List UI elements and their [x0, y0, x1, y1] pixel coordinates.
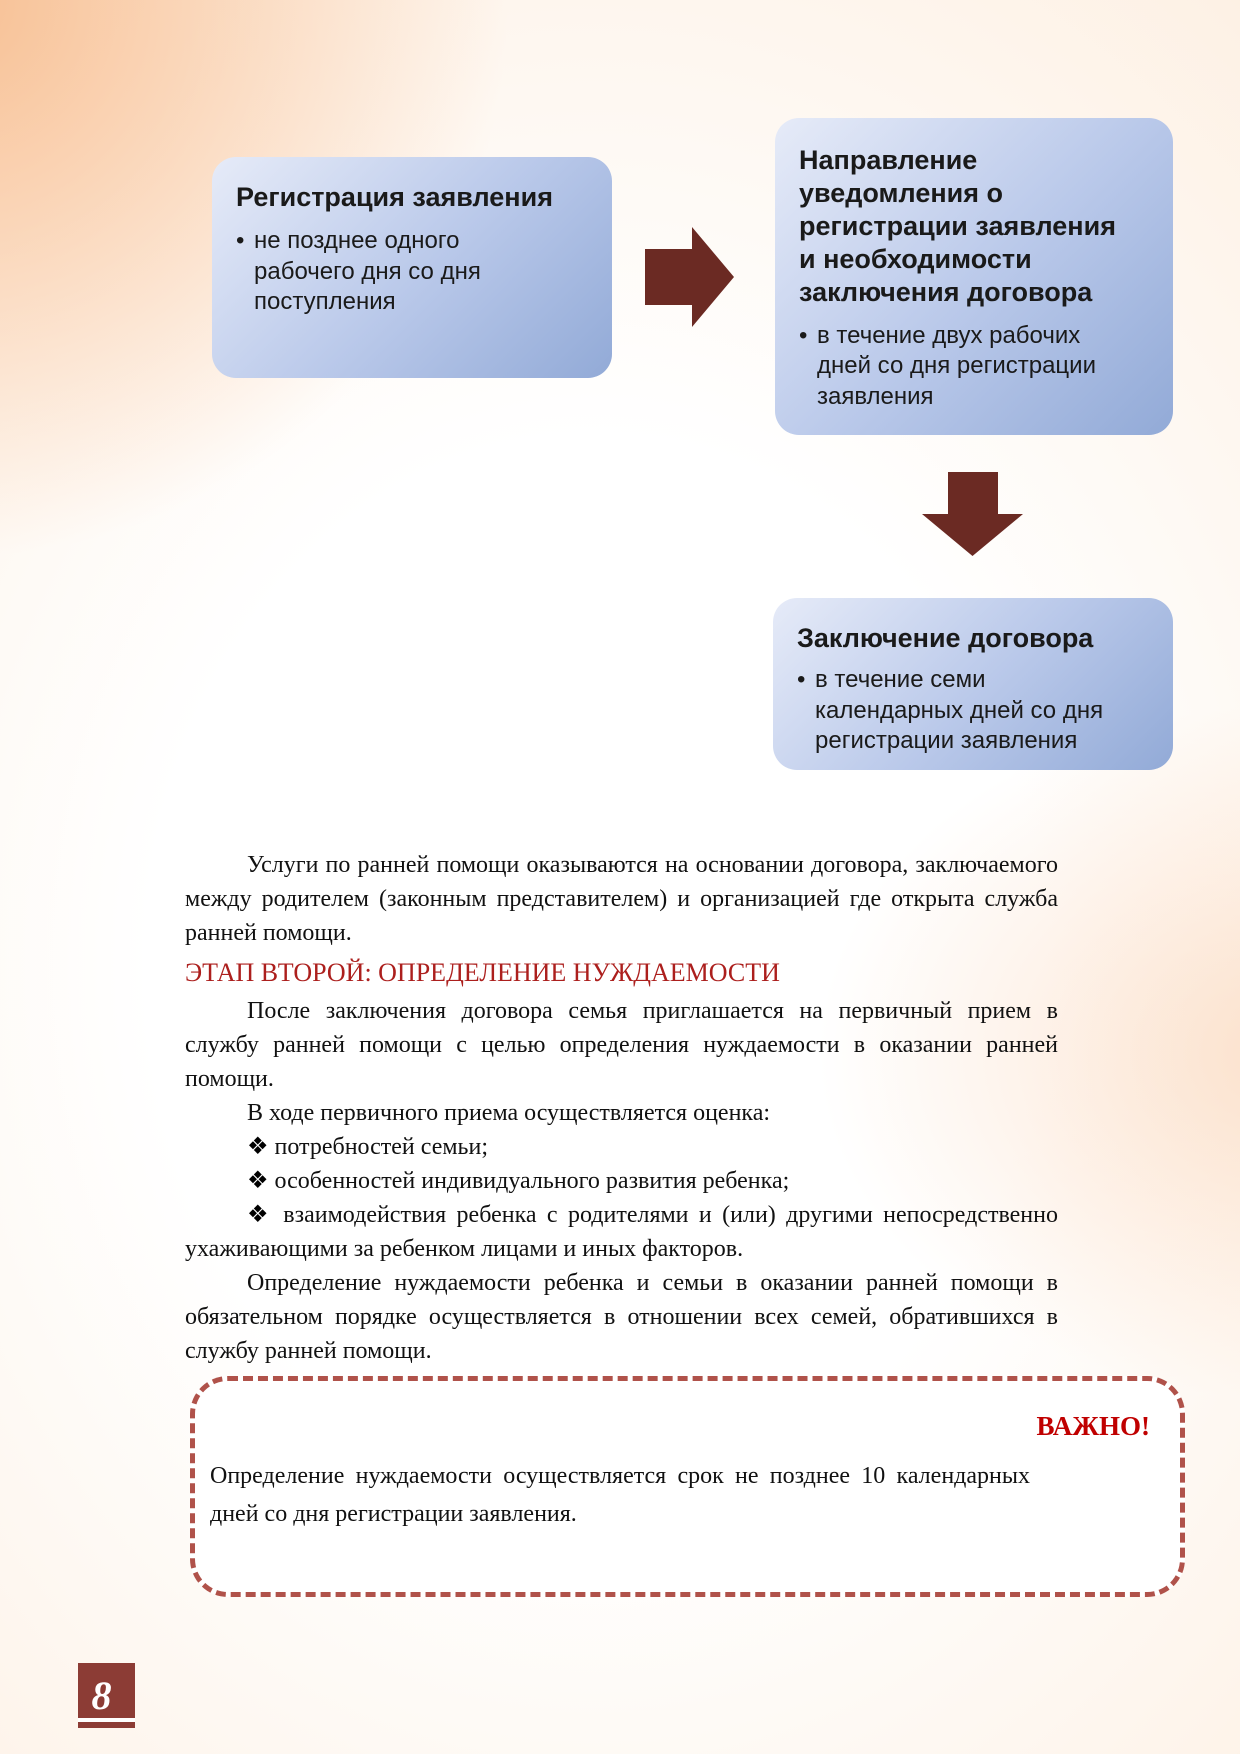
flow-bullet [799, 321, 1129, 413]
bullet-icon: • [236, 226, 245, 254]
diamond-bullet-icon: ❖ [247, 1168, 269, 1194]
list-item-text: потребностей семьи; [274, 1134, 489, 1160]
paragraph-services: Услуги по ранней помощи оказываются на основании договора, заключаемого между родителем (законным представителем) и организацией где открыта служба ранней помощи. [185, 852, 1058, 946]
flow-bullet [797, 665, 1115, 757]
diamond-bullet-icon: ❖ [247, 1202, 273, 1228]
page-number-badge [78, 1663, 135, 1728]
bullet-icon: • [797, 665, 806, 693]
flow-bullet-text: в течение двух рабочих дней со дня регистрации заявления [817, 321, 1096, 411]
flow-box-title: Регистрация заявления [236, 182, 553, 212]
arrow-right-icon [645, 227, 734, 327]
flow-bullet [236, 226, 504, 318]
flow-bullet-text: не позднее одного рабочего дня со дня поступления [254, 226, 481, 316]
arrow-down-icon [922, 472, 1023, 556]
flow-box-title: Направление уведомления о регистрации заявления и необходимости заключения договора [799, 145, 1116, 307]
flow-box-notification [775, 118, 1173, 435]
badge-underline [78, 1718, 135, 1722]
paragraph-after-contract: После заключения договора семья приглашается на первичный прием в службу ранней помощи с целью определения нуждаемости в оказании ранней помощи. [185, 998, 1058, 1092]
paragraph-needs-determination: Определение нуждаемости ребенка и семьи в оказании ранней помощи в обязательном порядке осуществляется в отношении всех семей, обратившихся в службу ранней помощи. [185, 1270, 1058, 1364]
important-text: Определение нуждаемости осуществляется срок не позднее 10 календарных дней со дня регистрации заявления. [210, 1463, 1030, 1527]
bullet-icon: • [799, 321, 808, 349]
list-item [185, 1164, 1058, 1198]
text-column [185, 848, 1058, 1368]
list-item [185, 1130, 1058, 1164]
flow-bullet-text: в течение семи календарных дней со дня регистрации заявления [815, 665, 1104, 755]
flow-box-registration [212, 157, 612, 378]
paragraph-assessment-intro: В ходе первичного приема осуществляется оценка: [247, 1100, 771, 1126]
important-label: ВАЖНО! [1036, 1411, 1150, 1441]
flow-box-contract [773, 598, 1173, 770]
list-item-text: взаимодействия ребенка с родителями и (или) другими непосредственно ухаживающими за ребенком лицами и иных факторов. [185, 1202, 1058, 1262]
flow-box-title: Заключение договора [797, 623, 1094, 653]
stage-heading: ЭТАП ВТОРОЙ: ОПРЕДЕЛЕНИЕ НУЖДАЕМОСТИ [185, 958, 780, 987]
page-number: 8 [91, 1673, 112, 1718]
important-note-box [190, 1376, 1185, 1597]
list-item [185, 1198, 1058, 1266]
diamond-bullet-icon: ❖ [247, 1134, 269, 1160]
list-item-text: особенностей индивидуального развития ребенка; [274, 1168, 790, 1194]
